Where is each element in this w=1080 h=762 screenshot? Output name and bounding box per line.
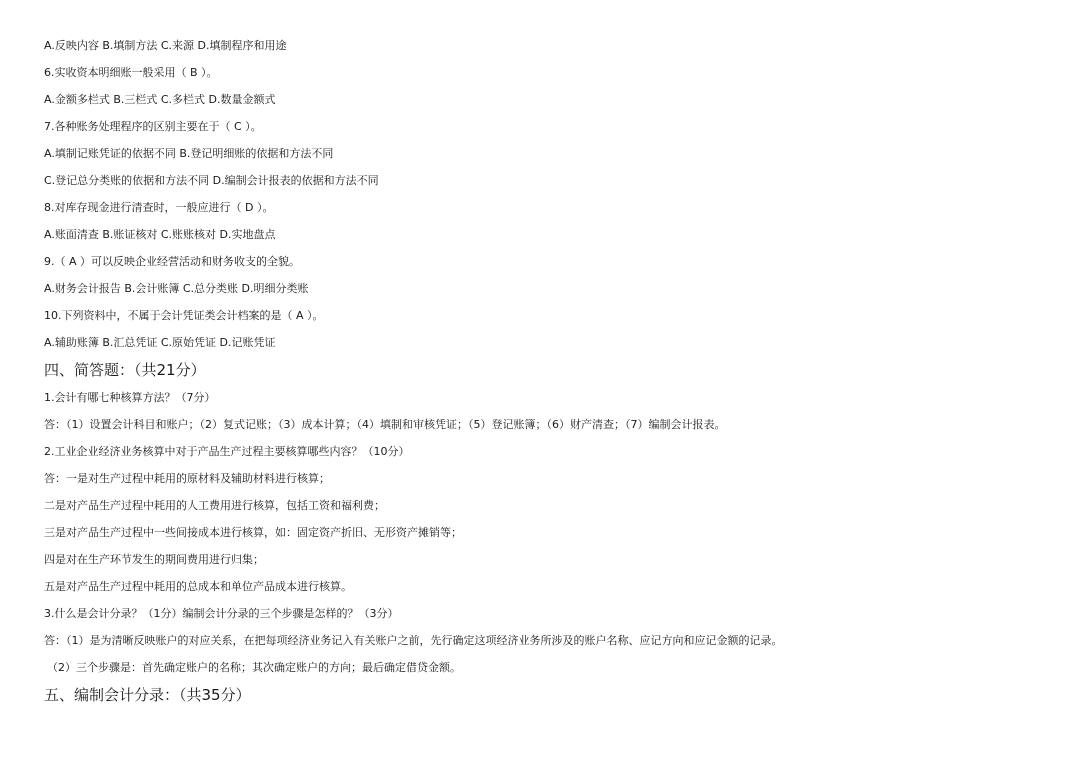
sa-q2: 2.工业企业经济业务核算中对于产品生产过程主要核算哪些内容？（10分）	[44, 445, 410, 458]
sa-q3: 3.什么是会计分录？（1分）编制会计分录的三个步骤是怎样的？（3分）	[44, 607, 399, 620]
mc-q7-options-cd: C.登记总分类账的依据和方法不同 D.编制会计报表的依据和方法不同	[44, 174, 379, 187]
mc-q7-options-ab: A.填制记账凭证的依据不同 B.登记明细账的依据和方法不同	[44, 147, 334, 160]
sa-q2-answer-2: 二是对产品生产过程中耗用的人工费用进行核算，包括工资和福利费；	[44, 499, 385, 512]
sa-q1: 1.会计有哪七种核算方法？（7分）	[44, 391, 216, 404]
mc-q8: 8.对库存现金进行清查时，一般应进行（ D ）。	[44, 201, 274, 214]
mc-q10: 10.下列资料中，不属于会计凭证类会计档案的是（ A ）。	[44, 309, 324, 322]
mc-q8-options: A.账面清查 B.账证核对 C.账账核对 D.实地盘点	[44, 228, 276, 241]
mc-q10-options: A.辅助账簿 B.汇总凭证 C.原始凭证 D.记账凭证	[44, 336, 276, 349]
document-page	[44, 38, 1044, 715]
sa-q2-answer-4: 四是对在生产环节发生的期间费用进行归集；	[44, 553, 264, 566]
mc-q6: 6.实收资本明细账一般采用（ B ）。	[44, 66, 218, 79]
mc-q9-options: A.财务会计报告 B.会计账簿 C.总分类账 D.明细分类账	[44, 282, 309, 295]
section-heading-short-answer: 四、简答题：（共21分）	[44, 361, 206, 379]
mc-q9: 9.（ A ）可以反映企业经营活动和财务收支的全貌。	[44, 255, 301, 268]
mc-q7: 7.各种账务处理程序的区别主要在于（ C ）。	[44, 120, 262, 133]
mc-q5-options: A.反映内容 B.填制方法 C.来源 D.填制程序和用途	[44, 39, 287, 52]
sa-q1-answer: 答：（1）设置会计科目和账户；（2）复式记账；（3）成本计算；（4）填制和审核凭证；（5）登记账簿；（6）财产清查；（7）编制会计报表。	[44, 418, 726, 431]
sa-q2-answer-5: 五是对产品生产过程中耗用的总成本和单位产品成本进行核算。	[44, 580, 352, 593]
section-heading-journal-entries: 五、编制会计分录：（共35分）	[44, 686, 251, 704]
sa-q3-answer-1: 答：（1）是为清晰反映账户的对应关系，在把每项经济业务记入有关账户之前，先行确定这项经济业务所涉及的账户名称、应记方向和应记金额的记录。	[44, 634, 783, 647]
mc-q6-options: A.金额多栏式 B.三栏式 C.多栏式 D.数量金额式	[44, 93, 276, 106]
sa-q2-answer-3: 三是对产品生产过程中一些间接成本进行核算，如：固定资产折旧、无形资产摊销等；	[44, 526, 462, 539]
sa-q3-answer-2: （2）三个步骤是：首先确定账户的名称；其次确定账户的方向；最后确定借贷金额。	[47, 661, 461, 674]
sa-q2-answer-1: 答：一是对生产过程中耗用的原材料及辅助材料进行核算；	[44, 472, 330, 485]
